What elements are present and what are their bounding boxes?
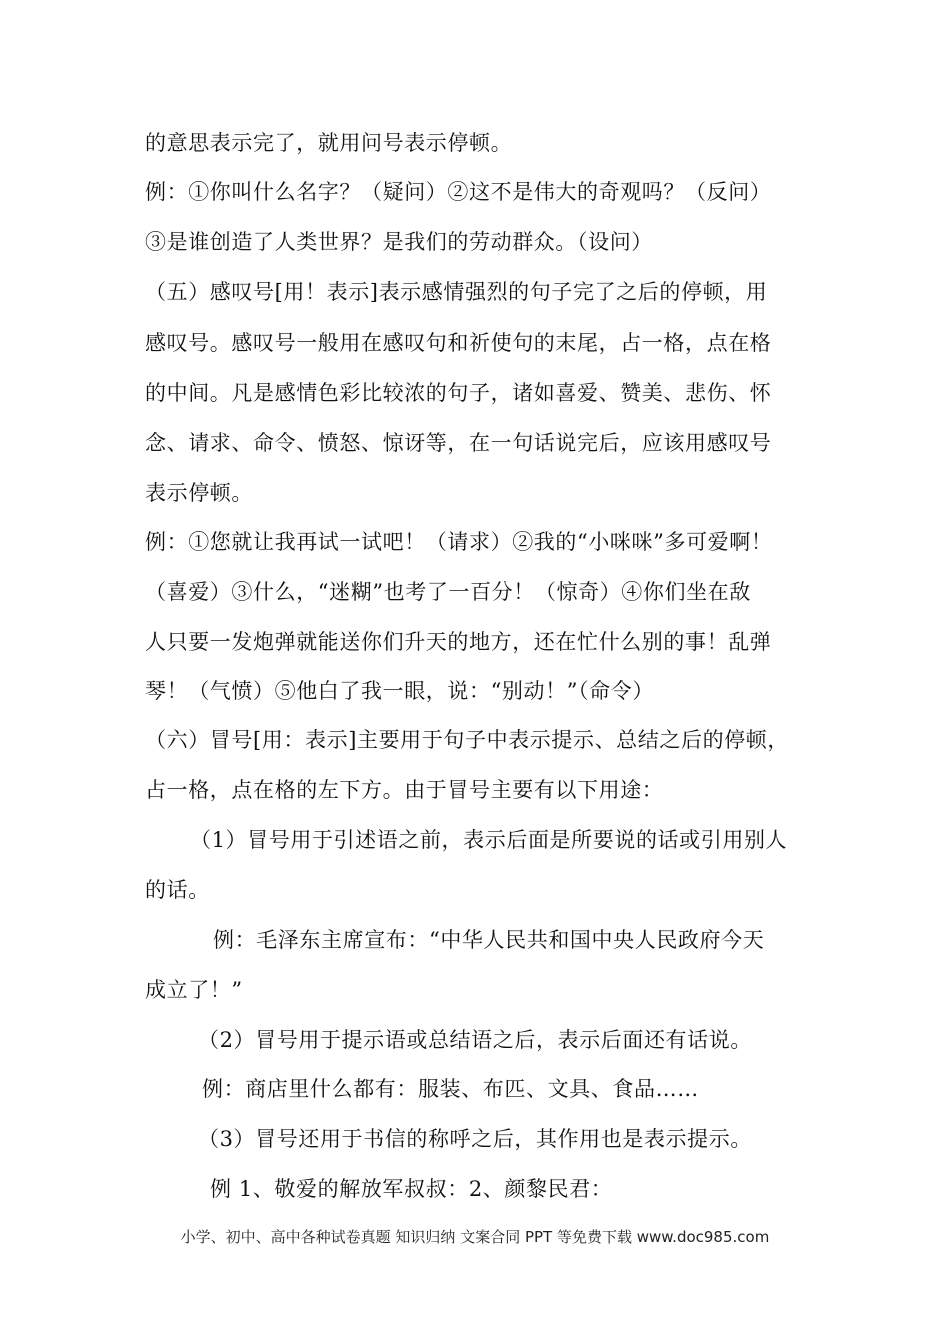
text-line: 的话。 bbox=[145, 878, 210, 902]
text-line: 占一格，点在格的左下方。由于冒号主要有以下用途： bbox=[145, 778, 664, 802]
text-line: （喜爱）③什么，“迷糊”也考了一百分！（惊奇）④你们坐在敌 bbox=[145, 580, 751, 604]
text-line: 的中间。凡是感情色彩比较浓的句子，诸如喜爱、赞美、悲伤、怀 bbox=[145, 381, 772, 405]
text-line: 成立了！” bbox=[145, 978, 243, 1002]
text-line: 例 1、敬爱的解放军叔叔：2、颜黎民君： bbox=[210, 1177, 613, 1201]
text-line: 琴！（气愤）⑤他白了我一眼，说：“别动！”（命令） bbox=[145, 679, 654, 703]
text-line: 例：①您就让我再试一试吧！（请求）②我的“小咪咪”多可爱啊！ bbox=[145, 530, 773, 554]
text-line: （3）冒号还用于书信的称呼之后，其作用也是表示提示。 bbox=[198, 1127, 752, 1151]
text-line: 念、请求、命令、愤怒、惊讶等，在一句话说完后，应该用感叹号 bbox=[145, 431, 772, 455]
page-footer: 小学、初中、高中各种试卷真题 知识归纳 文案合同 PPT 等免费下载 www.doc985.com bbox=[180, 1228, 770, 1246]
text-line: 的意思表示完了，就用问号表示停顿。 bbox=[145, 131, 513, 155]
text-line: 表示停顿。 bbox=[145, 481, 253, 505]
text-line: （1）冒号用于引述语之前，表示后面是所要说的话或引用别人 bbox=[190, 828, 788, 852]
text-line: 例：①你叫什么名字？（疑问）②这不是伟大的奇观吗？（反问） bbox=[145, 180, 772, 204]
text-line: （2）冒号用于提示语或总结语之后，表示后面还有话说。 bbox=[198, 1028, 752, 1052]
text-line: （五）感叹号[用！表示]表示感情强烈的句子完了之后的停顿，用 bbox=[145, 280, 768, 304]
text-line: ③是谁创造了人类世界？是我们的劳动群众。（设问） bbox=[145, 230, 653, 254]
text-line: （六）冒号[用：表示]主要用于句子中表示提示、总结之后的停顿， bbox=[145, 728, 789, 752]
text-line: 例：商店里什么都有：服装、布匹、文具、食品…… bbox=[202, 1077, 699, 1101]
text-line: 人只要一发炮弹就能送你们升天的地方，还在忙什么别的事！乱弹 bbox=[145, 630, 772, 654]
text-line: 感叹号。感叹号一般用在感叹句和祈使句的末尾，占一格，点在格 bbox=[145, 331, 772, 355]
text-line: 例：毛泽东主席宣布：“中华人民共和国中央人民政府今天 bbox=[213, 928, 765, 952]
